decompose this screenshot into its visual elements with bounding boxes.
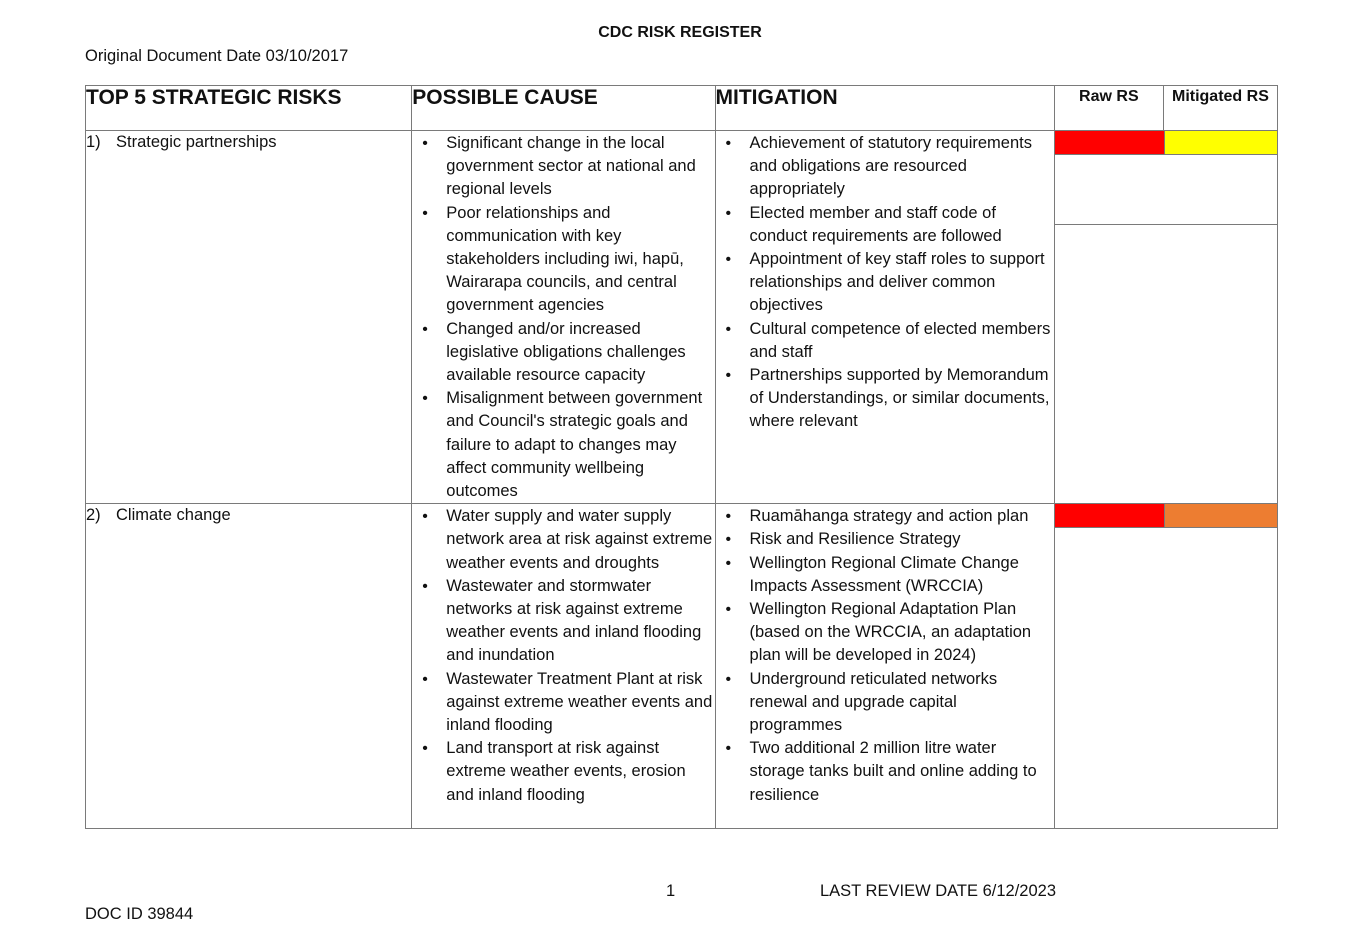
list-item: • Poor relationships and communication with key stakeholders including iwi, hapū, Wairarapa councils, and central government agencies xyxy=(446,202,714,318)
table-row xyxy=(86,504,1278,829)
header-possible-cause: POSSIBLE CAUSE xyxy=(412,86,715,131)
document-title: CDC RISK REGISTER xyxy=(598,24,762,41)
risk-register-table xyxy=(85,85,1278,829)
list-item: • Elected member and staff code of conduct requirements are followed xyxy=(750,202,1054,248)
risk-number: 2) xyxy=(86,506,101,525)
list-item: • Changed and/or increased legislative obligations challenges available resource capacity xyxy=(446,318,714,388)
mitigation-cell xyxy=(715,504,1054,829)
mitigation-cell xyxy=(715,131,1054,504)
risk-cell xyxy=(86,131,412,504)
table-header-row xyxy=(86,86,1278,131)
cause-cell xyxy=(412,131,715,504)
original-document-date: Original Document Date 03/10/2017 xyxy=(85,47,349,65)
cause-cell xyxy=(412,504,715,829)
header-mitigation: MITIGATION xyxy=(715,86,1054,131)
rs-cell xyxy=(1054,131,1277,504)
mitigation-list xyxy=(716,505,1054,807)
list-item: • Ruamāhanga strategy and action plan xyxy=(750,505,1054,528)
mitigated-rs-swatch xyxy=(1165,504,1277,528)
list-item: • Underground reticulated networks renewal and upgrade capital programmes xyxy=(750,668,1054,738)
list-item: • Misalignment between government and Council's strategic goals and failure to adapt to changes may affect community wellbeing outcomes xyxy=(446,387,714,503)
mitigation-list xyxy=(716,132,1054,434)
list-item: • Wastewater Treatment Plant at risk against extreme weather events and inland flooding xyxy=(446,668,714,738)
list-item: • Water supply and water supply network area at risk against extreme weather events and droughts xyxy=(446,505,714,575)
rs-cell xyxy=(1054,504,1277,829)
header-raw-rs: Raw RS xyxy=(1054,86,1163,131)
list-item: • Wastewater and stormwater networks at risk against extreme weather events and inland flooding and inundation xyxy=(446,575,714,668)
last-review-date: LAST REVIEW DATE 6/12/2023 xyxy=(820,882,1056,900)
cause-list xyxy=(412,132,714,503)
rs-divider xyxy=(1055,155,1277,225)
mitigated-rs-swatch xyxy=(1165,131,1277,155)
raw-rs-swatch xyxy=(1055,131,1165,155)
rs-swatch-row xyxy=(1055,504,1277,528)
rs-swatch-row xyxy=(1055,131,1277,155)
list-item: • Appointment of key staff roles to support relationships and deliver common objectives xyxy=(750,248,1054,318)
list-item: • Land transport at risk against extreme weather events, erosion and inland flooding xyxy=(446,737,714,807)
cause-list xyxy=(412,505,714,807)
list-item: • Risk and Resilience Strategy xyxy=(750,528,1054,551)
raw-rs-swatch xyxy=(1055,504,1165,528)
doc-id: DOC ID 39844 xyxy=(85,905,194,923)
header-strategic-risks: TOP 5 STRATEGIC RISKS xyxy=(86,86,412,131)
list-item: • Significant change in the local government sector at national and regional levels xyxy=(446,132,714,202)
table-row xyxy=(86,131,1278,504)
risk-cell xyxy=(86,504,412,829)
list-item: • Wellington Regional Adaptation Plan (based on the WRCCIA, an adaptation plan will be developed in 2024) xyxy=(750,598,1054,668)
list-item: • Achievement of statutory requirements and obligations are resourced appropriately xyxy=(750,132,1054,202)
list-item: • Cultural competence of elected members and staff xyxy=(750,318,1054,364)
list-item: • Two additional 2 million litre water storage tanks built and online adding to resilience xyxy=(750,737,1054,807)
risk-name: Climate change xyxy=(116,506,231,525)
risk-name: Strategic partnerships xyxy=(116,133,277,151)
risk-number: 1) xyxy=(86,133,101,151)
header-mitigated-rs: Mitigated RS xyxy=(1163,86,1277,131)
page-number: 1 xyxy=(666,882,676,900)
list-item: • Partnerships supported by Memorandum of Understandings, or similar documents, where relevant xyxy=(750,364,1054,434)
list-item: • Wellington Regional Climate Change Impacts Assessment (WRCCIA) xyxy=(750,552,1054,598)
